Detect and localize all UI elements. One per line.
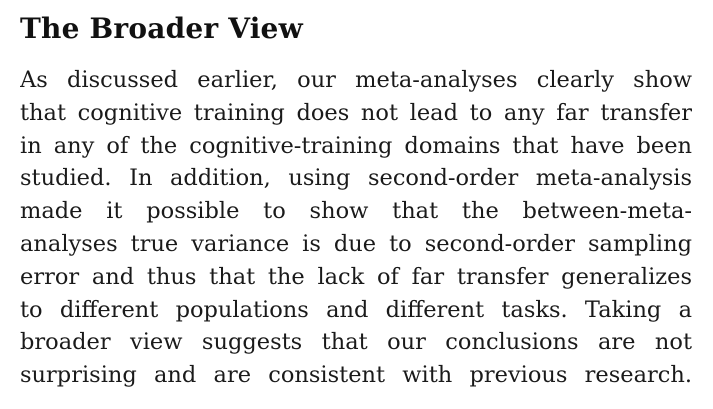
document-page: [20, 8, 692, 392]
paragraph-line-7: error and thus that the lack of far transfer generalizes: [20, 263, 692, 290]
paragraph-line-6: analyses true variance is due to second-order sampling: [20, 230, 692, 257]
section-heading: The Broader View: [20, 12, 303, 45]
paragraph-line-4: studied. In addition, using second-order meta-analysis: [20, 165, 692, 192]
paragraph-line-9: broader view suggests that our conclusions are not: [20, 329, 692, 356]
paragraph-line-1: As discussed earlier, our meta-analyses clearly show: [20, 67, 692, 93]
paragraph-line-3: in any of the cognitive-training domains that have been: [20, 132, 692, 159]
paragraph-line-2: that cognitive training does not lead to any far transfer: [20, 99, 692, 126]
paragraph-line-8: to different populations and different tasks. Taking a: [20, 296, 692, 323]
paragraph-line-10: surprising and are consistent with previous research.: [20, 362, 692, 389]
paragraph-line-5: made it possible to show that the between-meta-: [20, 198, 692, 225]
body-paragraph: [20, 64, 692, 392]
